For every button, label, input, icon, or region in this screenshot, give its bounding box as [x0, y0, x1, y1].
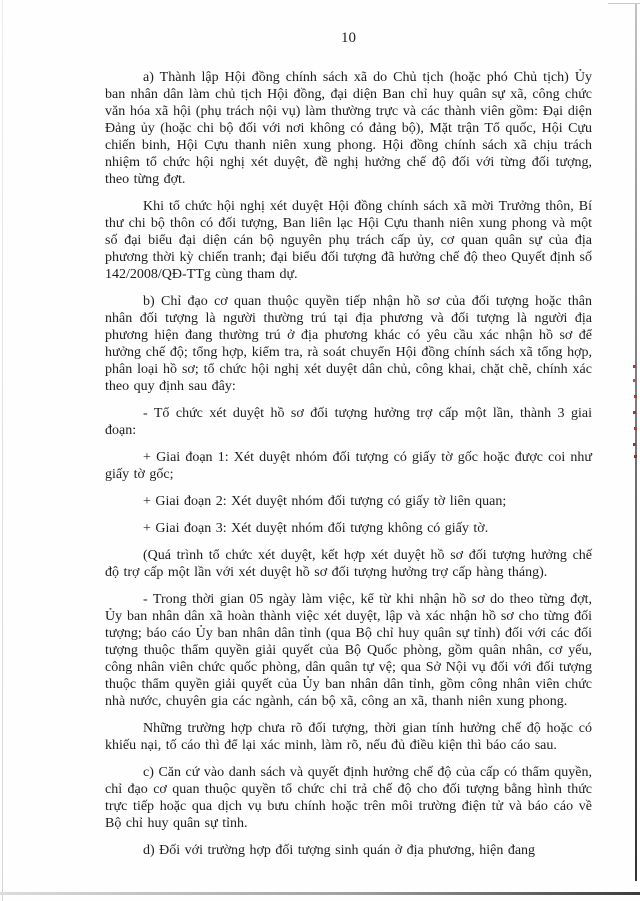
paragraph-khi-to-chuc-hoi-nghi: Khi tổ chức hội nghị xét duyệt Hội đồng chính sách xã mời Trưởng thôn, Bí thư chi bộ thôn có đối tượng, Ban liên lạc Hội Cựu thanh niên xung phong và một số đại biểu đại diện cán bộ nguyên phụ trách cấp ủy, cơ quan quân sự của địa phương thời kỳ chiến tranh; đại biểu đối tượng đã hưởng chế độ theo Quyết định số 142/2008/QĐ-TTg cùng tham dự. — [105, 199, 592, 282]
paragraph-c-can-cu-danh-sach: c) Căn cứ vào danh sách và quyết định hưởng chế độ của cấp có thẩm quyền, chỉ đạo cơ quan thuộc quyền tổ chức chi trả chế độ cho đối tượng bằng hình thức trực tiếp hoặc qua dịch vụ bưu chính hoặc trên môi trường điện tử và báo cáo về Bộ chỉ huy quân sự tỉnh. — [105, 765, 592, 831]
paragraph-giai-doan-1: + Giai đoạn 1: Xét duyệt nhóm đối tượng có giấy tờ gốc hoặc được coi như giấy tờ gốc; — [105, 450, 592, 482]
scan-edge-left-line — [2, 0, 3, 901]
paragraph-qua-trinh-to-chuc: (Quá trình tổ chức xét duyệt, kết hợp xét duyệt hồ sơ đối tượng hưởng chế độ trợ cấp một lần với xét duyệt hồ sơ đối tượng hưởng trợ cấp hàng tháng). — [105, 548, 592, 580]
scan-edge-right-line — [635, 3, 637, 881]
page-content — [105, 0, 592, 869]
paragraph-b-chi-dao-co-quan: b) Chỉ đạo cơ quan thuộc quyền tiếp nhận hồ sơ của đối tượng hoặc thân nhân đối tượng là người thường trú tại địa phương và đối tượng là người địa phương hiện đang thường trú ở địa phương khác có yêu cầu xác nhận hồ sơ để hưởng chế độ; tổng hợp, kiểm tra, rà soát chuyển Hội đồng chính sách xã tổng hợp, phân loại hồ sơ; tổ chức hội nghị xét duyệt dân chủ, công khai, chặt chẽ, chính xác theo quy định sau đây: — [105, 294, 592, 394]
page-number: 10 — [341, 30, 356, 46]
scan-red-speck-marks — [633, 365, 636, 368]
paragraph-to-chuc-xet-duyet: - Tổ chức xét duyệt hồ sơ đối tượng hưởng trợ cấp một lần, thành 3 giai đoạn: — [105, 406, 592, 438]
paragraph-a-thanh-lap-hoi-dong: a) Thành lập Hội đồng chính sách xã do Chủ tịch (hoặc phó Chủ tịch) Ủy ban nhân dân làm chủ tịch Hội đồng, đại diện Ban chỉ huy quân sự xã, công chức văn hóa xã hội (phụ trách nội vụ) làm thường trực và các thành viên gồm: Đại diện Đảng ủy (hoặc chi bộ đối với nơi không có đảng bộ), Mặt trận Tổ quốc, Hội Cựu chiến binh, Hội Cựu thanh niên xung phong. Hội đồng chính sách xã chịu trách nhiệm tổ chức hội nghị xét duyệt, đề nghị hưởng chế độ đối với từng đối tượng, theo từng đợt. — [105, 70, 592, 187]
scan-edge-bottom-shadow — [0, 892, 640, 895]
paragraph-nhung-truong-hop: Những trường hợp chưa rõ đối tượng, thời gian tính hưởng chế độ hoặc có khiếu nại, tố cáo thì để lại xác minh, làm rõ, nếu đủ điều kiện thì báo cáo sau. — [105, 721, 592, 753]
scan-edge-top-right-line — [608, 3, 640, 4]
paragraph-d-doi-voi-truong-hop: d) Đối với trường hợp đối tượng sinh quán ở địa phương, hiện đang — [143, 843, 536, 858]
paragraph-giai-doan-2: + Giai đoạn 2: Xét duyệt nhóm đối tượng có giấy tờ liên quan; — [143, 494, 507, 509]
paragraph-trong-thoi-gian-05-ngay: - Trong thời gian 05 ngày làm việc, kể từ khi nhận hồ sơ do theo từng đợt, Ủy ban nhân dân xã hoàn thành việc xét duyệt, lập và xác nhận hồ sơ cho từng đối tượng; báo cáo Ủy ban nhân dân tỉnh (qua Bộ chỉ huy quân sự tỉnh) đối với các đối tượng thuộc thẩm quyền giải quyết của Bộ Quốc phòng, gồm quân nhân, cơ yếu, công nhân viên chức quốc phòng, dân quân tự vệ; qua Sở Nội vụ đối với đối tượng thuộc thẩm quyền giải quyết của Ủy ban nhân dân tỉnh, gồm công nhân viên chức nhà nước, chuyên gia các ngành, cán bộ xã, công an xã, thanh niên xung phong. — [105, 592, 592, 709]
paragraph-giai-doan-3: + Giai đoạn 3: Xét duyệt nhóm đối tượng không có giấy tờ. — [143, 521, 489, 536]
